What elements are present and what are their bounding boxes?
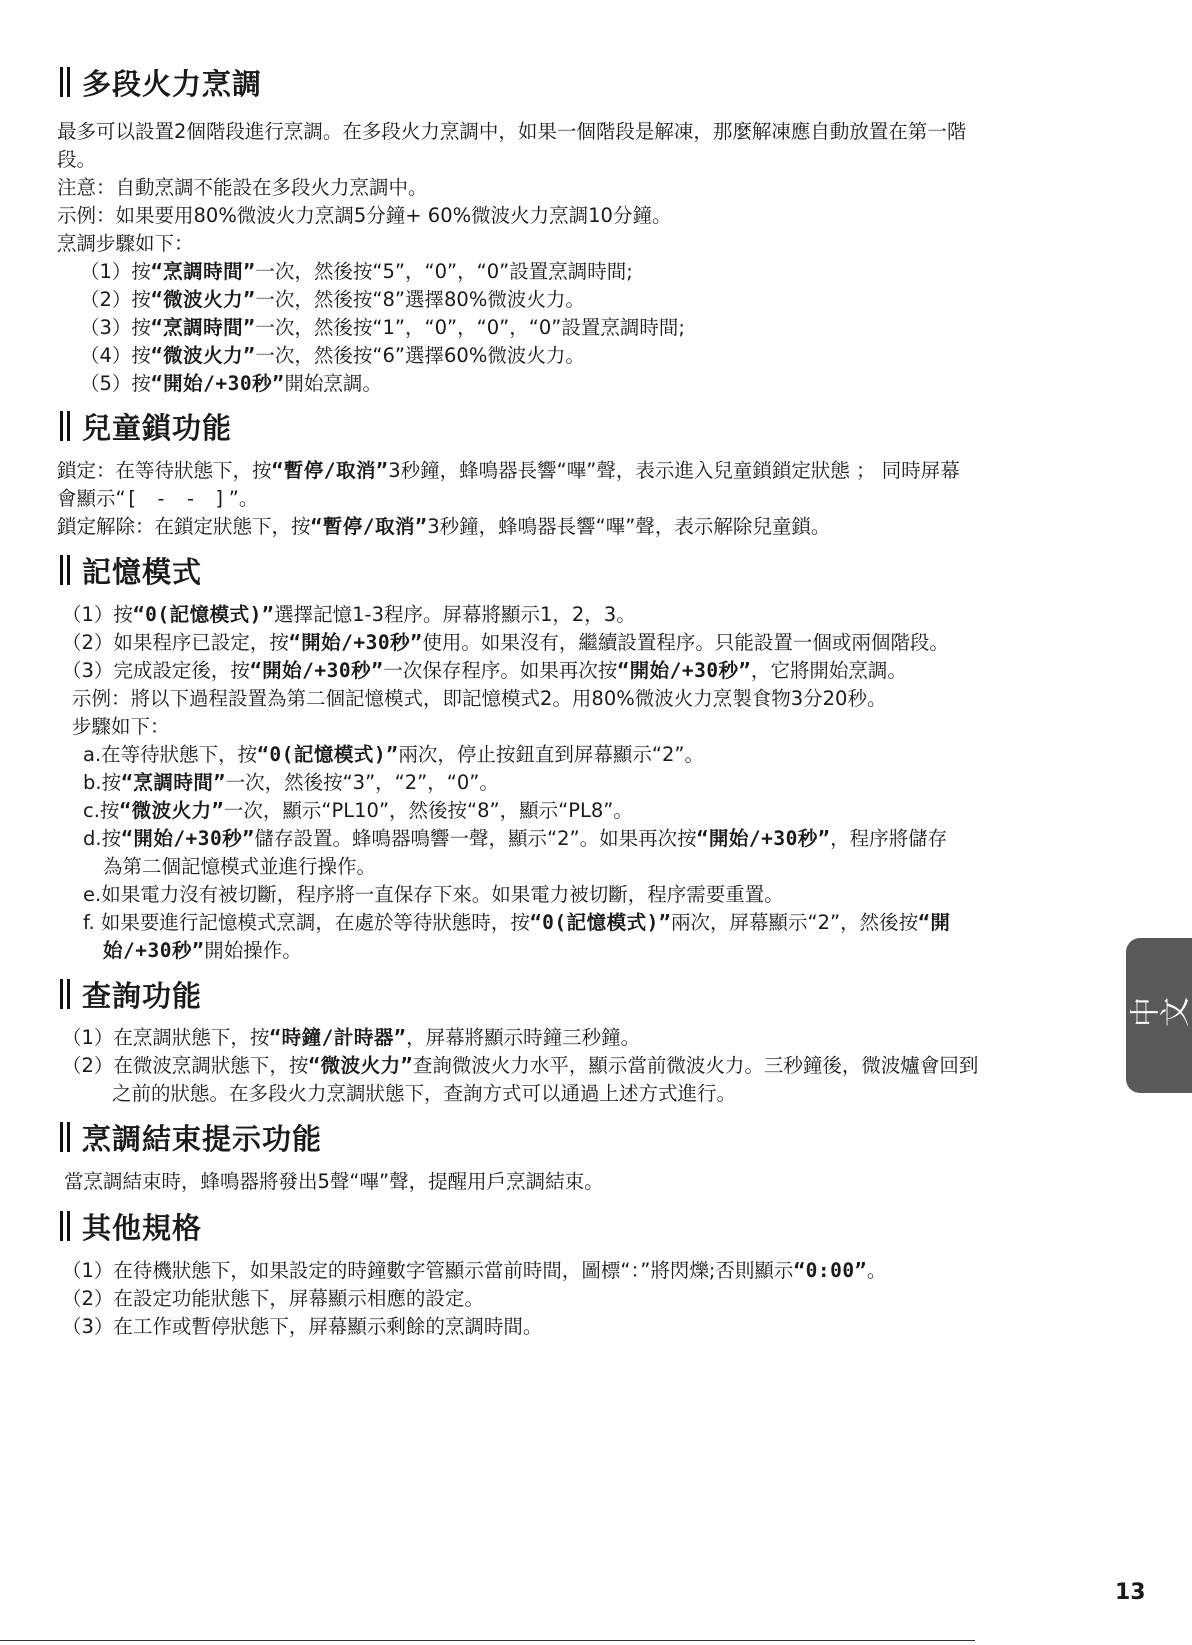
heading-text: 其他規格	[82, 1210, 203, 1245]
memory-step: d.按“開始/+30秒”儲存設置。蜂鳴器鳴響一聲，顯示“2”。如果再次按“開始/+30秒”，程序將儲存	[83, 827, 948, 850]
memory-item: （2）如果程序已設定，按“開始/+30秒”使用。如果沒有，繼續設置程序。只能設置一個或兩個階段。	[62, 631, 949, 654]
query-item-cont: 之前的狀態。在多段火力烹調狀態下，查詢方式可以通過上述方式進行。	[112, 1082, 737, 1105]
memory-item: （1）按“0(記憶模式)”選擇記憶1-3程序。屏幕將顯示1，2，3。	[62, 603, 636, 626]
step-item: （4）按“微波火力”一次，然後按“6”選擇60%微波火力。	[80, 344, 585, 367]
steps-intro: 烹調步驟如下：	[57, 232, 194, 255]
memory-step: b.按“烹調時間”一次，然後按“3”，“2”，“0”。	[83, 771, 499, 794]
lock-display-line: 會顯示“[ - - ]”。	[57, 487, 259, 510]
heading-bar-icon	[60, 555, 63, 585]
heading-bar-icon	[67, 1211, 70, 1241]
lock-display-glyph: [ - - ]	[125, 487, 229, 510]
heading-bar-icon	[60, 1122, 63, 1152]
spec-item: （2）在設定功能狀態下，屏幕顯示相應的設定。	[62, 1287, 484, 1310]
query-item: （1）在烹調狀態下，按“時鐘/計時器”，屏幕將顯示時鐘三秒鐘。	[62, 1026, 641, 1049]
step-item: （2）按“微波火力”一次，然後按“8”選擇80%微波火力。	[80, 288, 585, 311]
heading-text: 烹調結束提示功能	[82, 1121, 323, 1156]
memory-example: 示例：將以下過程設置為第二個記憶模式，即記憶模式2。用80%微波火力烹製食物3分20秒。	[72, 687, 887, 710]
note: 注意：自動烹調不能設在多段火力烹調中。	[57, 176, 428, 199]
section-heading-memory	[60, 550, 202, 590]
heading-text: 記憶模式	[82, 554, 203, 589]
heading-bar-icon	[67, 411, 70, 441]
heading-bar-icon	[67, 555, 70, 585]
example: 示例：如果要用80%微波火力烹調5分鐘+ 60%微波火力烹調10分鐘。	[57, 204, 672, 227]
heading-text: 查詢功能	[82, 978, 203, 1013]
end-reminder-text: 當烹調結束時，蜂鳴器將發出5聲“嗶”聲，提醒用戶烹調結束。	[64, 1170, 604, 1193]
step-item: （1）按“烹調時間”一次，然後按“5”，“0”，“0”設置烹調時間;	[80, 260, 633, 283]
heading-bar-icon	[60, 1211, 63, 1241]
bottom-divider	[0, 1640, 975, 1641]
section-heading-child-lock	[60, 406, 232, 446]
heading-bar-icon	[60, 67, 63, 97]
heading-bar-icon	[67, 67, 70, 97]
section-heading-query	[60, 974, 202, 1014]
heading-bar-icon	[60, 411, 63, 441]
page-number: 13	[1115, 1580, 1146, 1605]
language-side-tab	[1126, 938, 1192, 1093]
memory-item: （3）完成設定後，按“開始/+30秒”一次保存程序。如果再次按“開始/+30秒”，它將開始烹調。	[62, 659, 907, 682]
memory-step: c.按“微波火力”一次，顯示“PL10”，然後按“8”，顯示“PL8”。	[83, 799, 633, 822]
heading-bar-icon	[67, 1122, 70, 1152]
heading-bar-icon	[67, 979, 70, 1009]
memory-step-cont: 為第二個記憶模式並進行操作。	[103, 855, 377, 878]
section-heading-other-specs	[60, 1206, 202, 1246]
memory-step: a.在等待狀態下，按“0(記憶模式)”兩次，停止按鈕直到屏幕顯示“2”。	[83, 743, 704, 766]
step-item: （3）按“烹調時間”一次，然後按“1”，“0”，“0”，“0”設置烹調時間;	[80, 316, 685, 339]
memory-step-cont: 始/+30秒”開始操作。	[103, 939, 302, 962]
step-item: （5）按“開始/+30秒”開始烹調。	[80, 372, 382, 395]
spec-item: （3）在工作或暫停狀態下，屏幕顯示剩餘的烹調時間。	[62, 1315, 543, 1338]
paragraph-cont: 段。	[57, 148, 97, 171]
lock-line: 鎖定：在等待狀態下，按“暫停/取消”3秒鐘，蜂鳴器長響“嗶”聲，表示進入兒童鎖鎖定狀態 ； 同時屏幕	[57, 459, 960, 482]
section-heading-multi-stage	[60, 62, 262, 102]
heading-bar-icon	[60, 979, 63, 1009]
memory-step: e.如果電力沒有被切斷，程序將一直保存下來。如果電力被切斷，程序需要重置。	[83, 883, 784, 906]
memory-steps-intro: 步驟如下：	[72, 715, 170, 738]
heading-text: 兒童鎖功能	[82, 410, 233, 445]
query-item: （2）在微波烹調狀態下，按“微波火力”查詢微波火力水平，顯示當前微波火力。三秒鐘後，微波爐會回到	[62, 1054, 979, 1077]
unlock-line: 鎖定解除：在鎖定狀態下，按“暫停/取消”3秒鐘，蜂鳴器長響“嗶”聲，表示解除兒童鎖。	[57, 515, 831, 538]
language-tab-label: 中文	[1129, 997, 1189, 1033]
section-heading-end-reminder	[60, 1117, 322, 1157]
memory-step: f. 如果要進行記憶模式烹調，在處於等待狀態時，按“0(記憶模式)”兩次，屏幕顯示“2”，然後按“開	[83, 911, 951, 934]
heading-text: 多段火力烹調	[82, 66, 263, 101]
paragraph: 最多可以設置2個階段進行烹調。在多段火力烹調中，如果一個階段是解凍，那麼解凍應自動放置在第一階	[57, 120, 967, 143]
spec-item: （1）在待機狀態下，如果設定的時鐘數字管顯示當前時間，圖標“：”將閃爍;否則顯示“0:00”。	[62, 1259, 887, 1282]
